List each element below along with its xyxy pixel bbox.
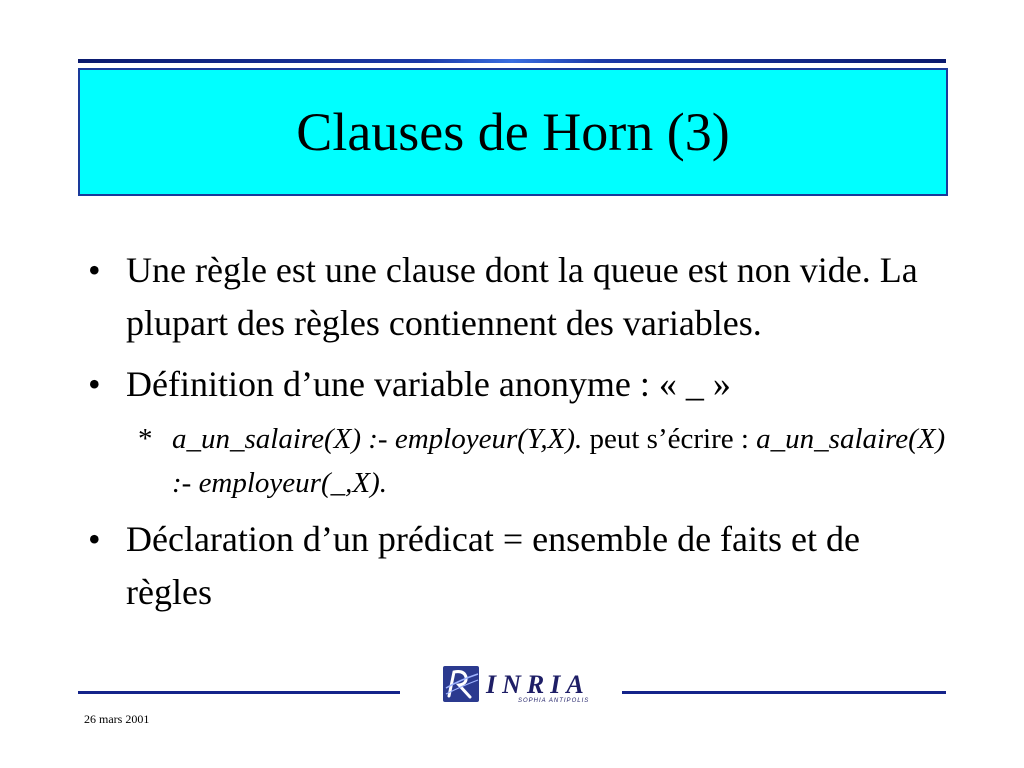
logo-wordmark: INRIA [486,670,590,699]
title-banner [78,68,948,196]
bullet-marker: • [88,364,101,404]
bullet-marker: • [88,250,101,290]
bottom-divider-rule-right [622,691,946,694]
example-rewritten-clause: a_un_salaire(X) :- employeur(_,X). [172,423,946,499]
top-divider-rule [78,59,946,63]
bullet-item-rule-definition [88,244,948,350]
bullet-text: Déclaration d’un prédicat = ensemble de faits et de règles [126,519,860,612]
bullet-text: Définition d’une variable anonyme : « _ » [126,364,731,404]
bullet-item-predicate-declaration [88,513,948,619]
bullet-item-anonymous-variable [88,358,948,411]
footer-date: 26 mars 2001 [84,712,150,726]
inria-emblem-icon [440,664,484,706]
bottom-divider-rule-left [78,691,400,694]
sub-bullet-marker: * [138,423,153,455]
bullet-marker: • [88,519,101,559]
example-connector-text: peut s’écrire : [582,423,757,455]
slide-title: Clauses de Horn (3) [296,102,730,162]
logo-subtitle: SOPHIA ANTIPOLIS [518,698,590,704]
example-clause: a_un_salaire(X) :- employeur(Y,X). [172,423,583,455]
slide-body [88,244,948,619]
sub-bullet-example [88,417,948,505]
inria-logo [440,662,602,708]
bullet-text: Une règle est une clause dont la queue est non vide. La plupart des règles contiennent des variables. [126,250,918,343]
